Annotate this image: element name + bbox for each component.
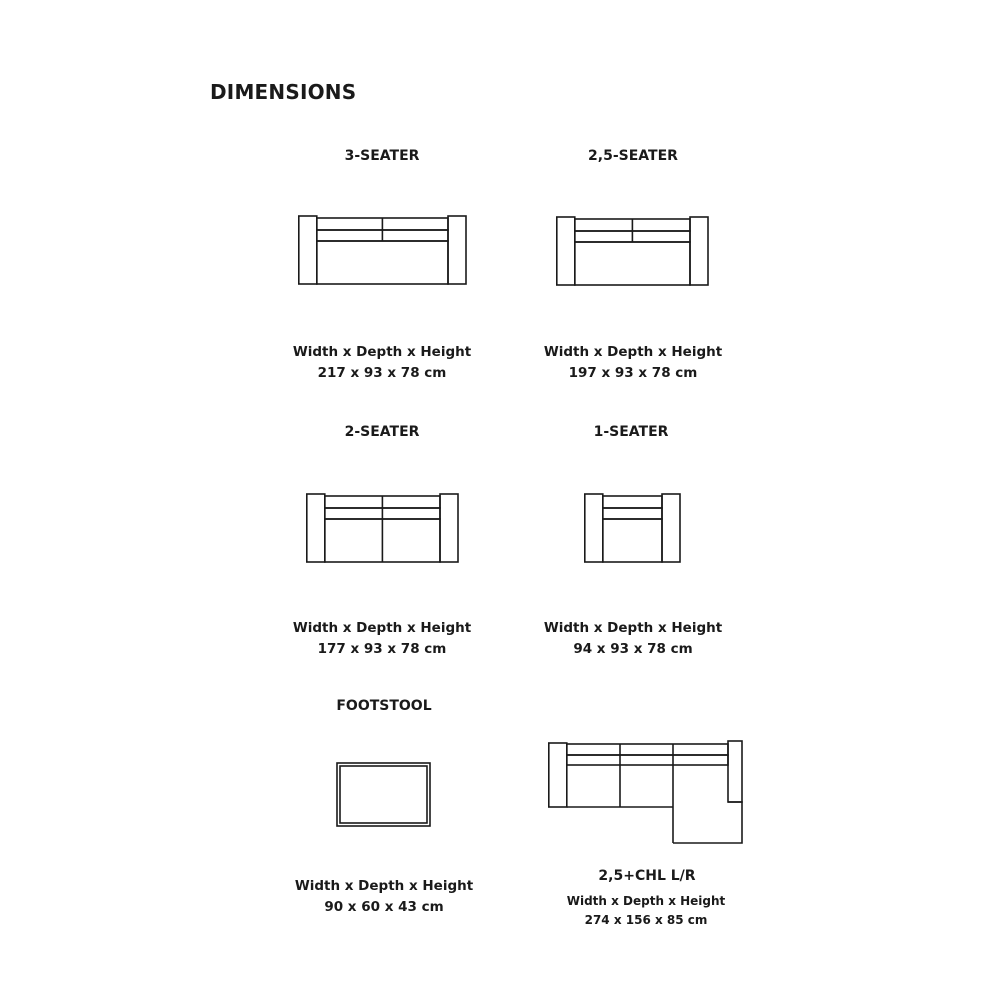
two-seater-drawing xyxy=(306,493,460,565)
chaise-longue-dims-label: Width x Depth x Height xyxy=(566,894,726,908)
two-half-seater-dimensions xyxy=(544,342,722,384)
footstool-drawing xyxy=(336,762,432,828)
two-half-seater-dims-label: Width x Depth x Height xyxy=(543,344,723,360)
three-seater-drawing xyxy=(298,214,468,286)
page-title: DIMENSIONS xyxy=(210,80,357,104)
two-seater-title: 2-SEATER xyxy=(344,424,420,440)
two-half-seater-drawing xyxy=(556,216,710,286)
two-seater-dimensions xyxy=(293,618,471,660)
chaise-longue-dimensions xyxy=(567,892,726,930)
chaise-longue-dims-value: 274 x 156 x 85 cm xyxy=(584,913,708,927)
one-seater-dimensions xyxy=(544,618,722,660)
chaise-longue-drawing xyxy=(548,740,744,846)
two-seater-dims-label: Width x Depth x Height xyxy=(292,620,472,636)
one-seater-drawing xyxy=(584,493,682,565)
three-seater-title: 3-SEATER xyxy=(344,148,420,164)
footstool-dims-label: Width x Depth x Height xyxy=(294,878,474,894)
two-half-seater-title: 2,5-SEATER xyxy=(588,148,678,164)
footstool-dims-value: 90 x 60 x 43 cm xyxy=(324,899,444,915)
chaise-longue-title: 2,5+CHL L/R xyxy=(598,868,696,884)
three-seater-dimensions xyxy=(293,342,471,384)
three-seater-dims-value: 217 x 93 x 78 cm xyxy=(317,365,447,381)
one-seater-dims-label: Width x Depth x Height xyxy=(543,620,723,636)
footstool-title: FOOTSTOOL xyxy=(336,698,432,714)
three-seater-dims-label: Width x Depth x Height xyxy=(292,344,472,360)
one-seater-title: 1-SEATER xyxy=(593,424,669,440)
one-seater-dims-value: 94 x 93 x 78 cm xyxy=(573,641,693,657)
two-half-seater-dims-value: 197 x 93 x 78 cm xyxy=(568,365,698,381)
footstool-dimensions xyxy=(295,876,473,918)
two-seater-dims-value: 177 x 93 x 78 cm xyxy=(317,641,447,657)
